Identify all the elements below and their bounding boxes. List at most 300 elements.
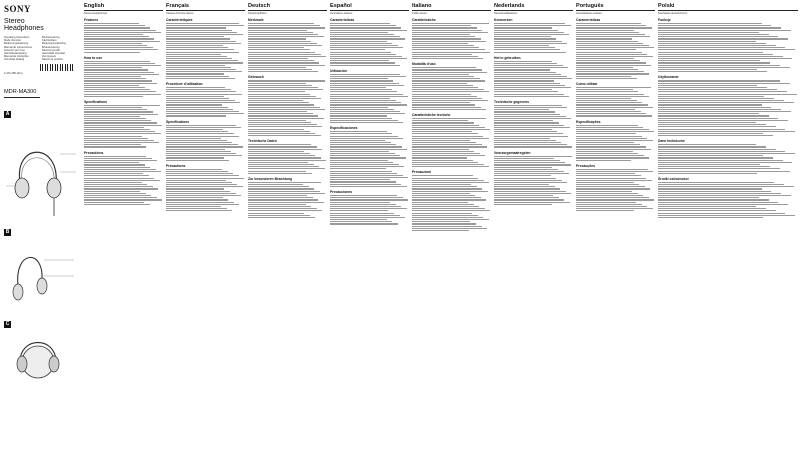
text-line — [658, 206, 756, 207]
text-line — [494, 63, 557, 64]
text-line — [412, 180, 484, 181]
text-line — [166, 186, 243, 187]
text-line — [84, 162, 139, 163]
text-line — [494, 195, 553, 196]
column-language: Français — [166, 3, 245, 11]
text-line — [658, 100, 784, 101]
text-line — [412, 109, 486, 110]
text-line — [84, 182, 142, 183]
text-line — [330, 56, 402, 57]
text-line — [412, 43, 468, 44]
text-line — [576, 142, 634, 143]
text-line — [494, 142, 561, 143]
text-line — [330, 85, 404, 86]
text-line — [412, 94, 471, 95]
text-line — [330, 111, 400, 112]
text-line — [248, 30, 307, 31]
text-line — [84, 186, 153, 187]
text-line — [166, 87, 225, 88]
text-line — [658, 23, 762, 24]
text-line — [658, 113, 759, 114]
text-line — [248, 47, 304, 48]
text-line — [494, 193, 571, 194]
column-subtitle: Stereohoofdtelefoon — [494, 12, 518, 15]
text-line — [84, 105, 160, 106]
text-line — [412, 104, 475, 105]
section-c — [4, 312, 78, 392]
text-line — [166, 136, 239, 137]
text-line — [330, 43, 392, 44]
text-line — [494, 118, 571, 119]
text-line — [166, 191, 230, 192]
text-line — [166, 199, 228, 200]
text-line — [658, 210, 776, 211]
text-line — [166, 30, 232, 31]
text-line — [658, 124, 766, 125]
text-line — [248, 60, 314, 61]
text-line — [84, 188, 158, 189]
text-line — [412, 230, 469, 231]
text-line — [576, 184, 639, 185]
headphone-diagram-c — [4, 332, 78, 392]
text-block — [494, 156, 573, 205]
text-line — [84, 114, 158, 115]
text-line — [494, 116, 566, 117]
text-line — [248, 67, 306, 68]
text-line — [576, 153, 638, 154]
text-line — [330, 171, 392, 172]
text-line — [330, 168, 386, 169]
text-line — [412, 127, 485, 128]
text-line — [494, 65, 563, 66]
text-line — [576, 149, 651, 150]
text-line — [576, 67, 633, 68]
text-line — [576, 173, 635, 174]
text-line — [248, 83, 306, 84]
text-line — [248, 173, 312, 174]
text-line — [330, 98, 390, 99]
text-line — [576, 56, 653, 57]
text-line — [576, 71, 644, 72]
text-line — [494, 162, 565, 163]
heading-specifications: Technische Daten — [248, 139, 277, 144]
text-line — [248, 41, 311, 42]
text-block — [494, 23, 573, 53]
text-block — [84, 156, 163, 205]
column-subtitle: Casque d'écoute stéréo — [166, 12, 194, 15]
text-line — [658, 47, 785, 48]
heading-how-to-use: Użytkowanie — [658, 75, 679, 80]
text-line — [248, 94, 310, 95]
text-line — [494, 49, 560, 50]
text-line — [494, 133, 563, 134]
column-language: Español — [330, 3, 409, 11]
text-line — [84, 197, 157, 198]
text-line — [248, 34, 318, 35]
text-line — [248, 115, 318, 116]
text-line — [658, 43, 766, 44]
text-line — [166, 25, 244, 26]
text-line — [658, 135, 773, 136]
text-line — [494, 186, 555, 187]
text-line — [166, 76, 229, 77]
text-line — [84, 63, 155, 64]
text-line — [576, 98, 631, 99]
text-line — [248, 80, 325, 81]
text-line — [330, 23, 390, 24]
text-line — [166, 115, 226, 116]
text-line — [248, 164, 314, 165]
text-line — [84, 199, 162, 200]
text-line — [658, 171, 790, 172]
text-line — [166, 60, 238, 61]
text-block — [494, 105, 573, 148]
text-line — [84, 131, 155, 132]
text-line — [330, 208, 407, 209]
text-line — [84, 27, 150, 28]
text-line — [576, 125, 638, 126]
text-line — [84, 193, 146, 194]
text-line — [330, 164, 399, 165]
section-label-b: B — [5, 228, 10, 235]
text-line — [330, 91, 397, 92]
text-line — [658, 215, 795, 216]
text-line — [84, 116, 140, 117]
text-line — [166, 32, 237, 33]
heading-specifications: Specifications — [84, 99, 107, 104]
text-line — [412, 160, 473, 161]
text-line — [494, 67, 568, 68]
text-line — [412, 96, 477, 97]
text-line — [330, 30, 407, 31]
heading-features: Merkmale — [248, 18, 264, 22]
text-line — [494, 111, 555, 112]
text-line — [330, 186, 407, 187]
text-line — [84, 43, 142, 44]
text-line — [330, 104, 407, 105]
text-line — [166, 160, 229, 161]
text-line — [412, 89, 484, 90]
text-line — [248, 133, 315, 134]
text-line — [412, 107, 481, 108]
text-line — [412, 149, 469, 150]
text-line — [412, 215, 478, 216]
text-line — [330, 115, 387, 116]
text-line — [412, 36, 475, 37]
text-line — [576, 199, 654, 200]
text-line — [494, 36, 551, 37]
text-line — [330, 41, 387, 42]
text-line — [84, 83, 157, 84]
text-line — [166, 71, 242, 72]
text-line — [248, 32, 313, 33]
text-line — [248, 155, 315, 156]
text-line — [494, 80, 554, 81]
model-number: MDR-MA300 — [4, 89, 40, 98]
text-line — [412, 219, 489, 220]
text-line — [330, 157, 406, 158]
text-line — [576, 89, 633, 90]
text-line — [166, 188, 224, 189]
text-line — [166, 151, 231, 152]
text-line — [248, 202, 324, 203]
text-line — [248, 98, 321, 99]
text-line — [412, 125, 479, 126]
text-line — [412, 136, 483, 137]
text-line — [248, 118, 324, 119]
text-line — [248, 52, 315, 53]
text-line — [84, 34, 143, 35]
text-line — [412, 199, 486, 200]
text-line — [576, 36, 650, 37]
text-line — [166, 140, 227, 141]
text-line — [576, 115, 652, 116]
heading-specifications: Especificações — [576, 119, 601, 124]
text-line — [84, 164, 145, 165]
text-line — [494, 202, 570, 203]
text-line — [248, 89, 323, 90]
text-line — [330, 206, 401, 207]
text-line — [84, 156, 146, 157]
text-line — [576, 62, 646, 63]
text-block — [330, 131, 409, 187]
text-line — [330, 184, 401, 185]
text-line — [412, 186, 477, 187]
text-block — [248, 80, 327, 136]
heading-specifications: Spécifications — [166, 119, 189, 124]
text-line — [494, 131, 557, 132]
text-line — [166, 197, 223, 198]
text-line — [658, 98, 774, 99]
text-line — [248, 62, 319, 63]
text-line — [248, 122, 311, 123]
text-line — [412, 221, 470, 222]
text-line — [576, 104, 648, 105]
text-line — [494, 169, 558, 170]
text-line — [248, 217, 315, 218]
text-line — [84, 144, 141, 145]
column-english — [84, 3, 163, 453]
text-line — [84, 127, 144, 128]
text-line — [494, 43, 567, 44]
text-line — [658, 107, 771, 108]
text-line — [658, 151, 785, 152]
text-line — [494, 175, 551, 176]
text-line — [330, 83, 399, 84]
text-line — [330, 74, 400, 75]
text-line — [166, 47, 228, 48]
text-line — [412, 197, 481, 198]
text-line — [166, 91, 236, 92]
text-line — [84, 78, 146, 79]
text-block — [166, 169, 245, 212]
text-line — [330, 89, 392, 90]
text-line — [166, 182, 232, 183]
text-line — [412, 151, 474, 152]
text-line — [166, 102, 240, 103]
text-line — [658, 202, 778, 203]
text-line — [166, 195, 241, 196]
heading-features: Kenmerken — [494, 18, 513, 22]
text-line — [412, 38, 481, 39]
heading-precautions: Zur besonderen Beachtung — [248, 176, 293, 181]
barcode — [40, 64, 74, 71]
text-line — [576, 188, 650, 189]
text-block — [248, 144, 327, 174]
text-line — [494, 96, 569, 97]
text-block — [330, 23, 409, 66]
text-line — [330, 100, 396, 101]
text-block — [166, 23, 245, 79]
heading-features: Características — [330, 18, 355, 22]
text-line — [166, 65, 225, 66]
text-line — [412, 122, 474, 123]
column-subtitle: Słuchawki stereofoniczne — [658, 12, 688, 15]
text-line — [166, 149, 225, 150]
text-line — [84, 178, 154, 179]
text-line — [84, 36, 149, 37]
text-line — [412, 157, 467, 158]
text-line — [576, 30, 634, 31]
text-line — [658, 122, 756, 123]
text-line — [84, 69, 148, 70]
text-line — [330, 107, 388, 108]
text-line — [494, 138, 550, 139]
column-subtitle: Stereo Headphones — [84, 12, 108, 15]
text-line — [330, 149, 407, 150]
heading-features: Caratteristiche — [412, 18, 436, 22]
text-line — [248, 91, 305, 92]
text-line — [84, 180, 160, 181]
manual-list-col1: Operating Instructions Mode d'emploi Bedienungsanleitung Manual de instrucciones Istruzioni per l'uso Gebruiksaanwijzing Manual de instruções Instrukcja obsługi — [4, 36, 32, 62]
text-line — [166, 153, 236, 154]
heading-features: Funkcje — [658, 18, 671, 22]
text-line — [84, 158, 152, 159]
text-line — [330, 166, 404, 167]
text-line — [412, 78, 480, 79]
text-line — [84, 87, 145, 88]
text-line — [412, 213, 472, 214]
text-line — [248, 215, 310, 216]
text-line — [330, 138, 403, 139]
text-line — [658, 69, 757, 70]
text-line — [84, 138, 148, 139]
text-line — [166, 45, 223, 46]
text-line — [248, 135, 321, 136]
text-line — [166, 175, 239, 176]
text-line — [412, 74, 469, 75]
text-line — [84, 160, 157, 161]
text-line — [658, 49, 795, 50]
text-line — [658, 188, 762, 189]
text-line — [576, 94, 644, 95]
text-line — [412, 210, 490, 211]
text-line — [576, 107, 653, 108]
text-line — [576, 146, 646, 147]
section-label-a: A — [5, 110, 10, 117]
text-line — [658, 118, 778, 119]
text-line — [494, 23, 565, 24]
text-line — [494, 30, 558, 31]
text-line — [166, 133, 234, 134]
text-line — [248, 146, 317, 147]
heading-how-to-use: How to use — [84, 55, 103, 60]
text-line — [248, 151, 304, 152]
text-line — [576, 206, 647, 207]
text-line — [166, 36, 224, 37]
text-line — [576, 58, 634, 59]
heading-precautions: Précautions — [166, 163, 186, 168]
text-line — [658, 126, 776, 127]
text-line — [494, 25, 571, 26]
text-line — [658, 60, 760, 61]
text-line — [576, 113, 646, 114]
text-line — [658, 104, 762, 105]
column-subtitle: Cuffie stereo — [412, 12, 427, 15]
text-line — [330, 80, 393, 81]
text-line — [412, 193, 470, 194]
column-language: Polski — [658, 3, 798, 11]
text-block — [330, 74, 409, 123]
text-line — [494, 89, 552, 90]
text-line — [412, 76, 474, 77]
text-line — [576, 195, 643, 196]
text-line — [494, 105, 562, 106]
text-line — [494, 204, 552, 205]
column-subtitle: Auriculares estéreo — [330, 12, 353, 15]
text-line — [658, 160, 783, 161]
text-line — [658, 65, 780, 66]
text-line — [576, 175, 641, 176]
text-line — [576, 169, 648, 170]
text-line — [84, 94, 161, 95]
text-block — [166, 125, 245, 161]
text-line — [248, 199, 318, 200]
text-line — [330, 102, 401, 103]
heading-specifications: Especificaciones — [330, 126, 358, 131]
text-line — [576, 136, 642, 137]
text-line — [412, 118, 486, 119]
text-line — [166, 178, 244, 179]
text-line — [248, 100, 303, 101]
text-line — [658, 38, 788, 39]
text-line — [658, 186, 794, 187]
text-line — [84, 65, 161, 66]
text-line — [412, 191, 488, 192]
text-line — [576, 52, 642, 53]
text-line — [494, 156, 572, 157]
text-line — [248, 153, 310, 154]
text-line — [576, 102, 642, 103]
text-line — [248, 162, 308, 163]
text-line — [248, 144, 311, 145]
text-line — [166, 210, 232, 211]
text-line — [658, 193, 781, 194]
text-line — [412, 131, 472, 132]
text-line — [658, 162, 792, 163]
section-a — [4, 102, 78, 218]
text-line — [576, 140, 653, 141]
manual-list-col2: Bruksanvisning Käyttöohjeet Betjeningsvejledning Bruksanvisning Návod k použití Használati útmutató Инструкция Návod na použitie — [42, 36, 66, 62]
column-spanish — [330, 3, 409, 453]
text-line — [576, 32, 639, 33]
text-line — [330, 215, 400, 216]
text-line — [412, 27, 477, 28]
text-line — [166, 109, 233, 110]
text-line — [576, 144, 640, 145]
text-line — [658, 27, 781, 28]
text-line — [658, 146, 766, 147]
